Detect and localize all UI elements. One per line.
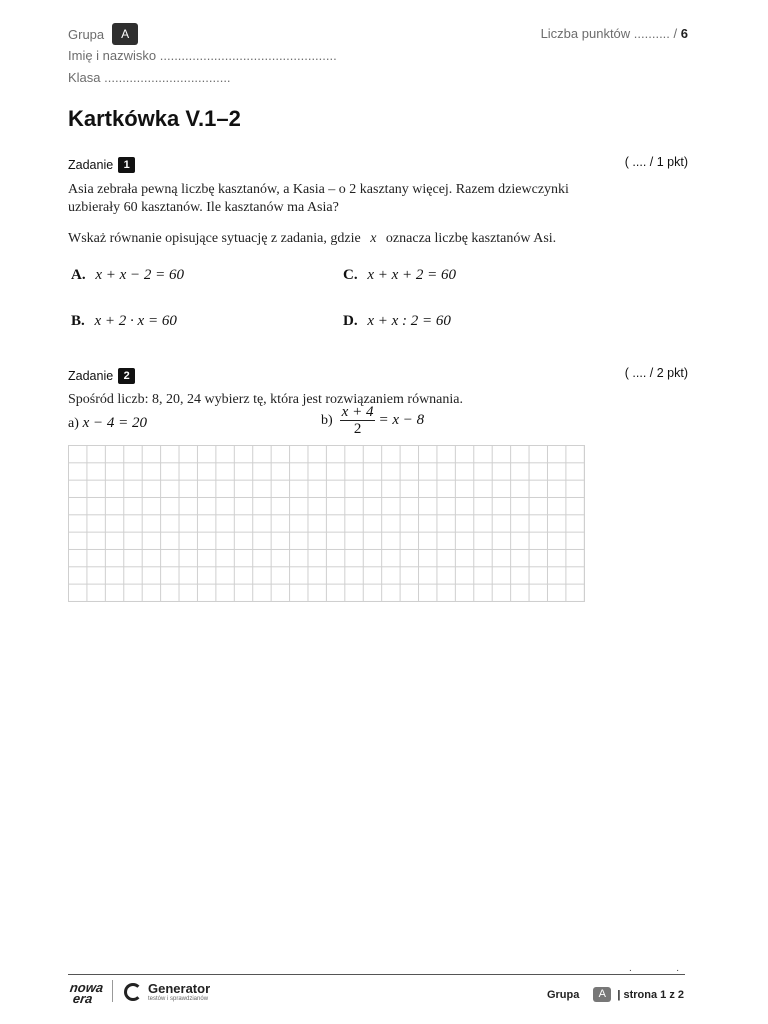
footer-dots: . .: [629, 963, 680, 974]
generator-subtitle: testów i sprawdzianów: [148, 996, 209, 1002]
task2-label: Zadanie: [68, 369, 114, 383]
equation-b-fraction: [340, 404, 376, 437]
option-c-letter: C.: [343, 267, 358, 283]
logo-bottom: era: [71, 991, 94, 1006]
task2-header: [68, 368, 135, 384]
footer-page-info: [547, 987, 684, 1002]
generator-icon: [124, 983, 142, 1001]
equation-b-rhs: = x − 8: [378, 412, 425, 428]
task2-number: 2: [118, 368, 135, 384]
option-b[interactable]: [71, 313, 177, 330]
task1-points: ( .... / 1 pkt): [624, 155, 688, 169]
option-c-expr: x + x + 2 = 60: [367, 267, 457, 283]
logo-separator: [112, 980, 113, 1002]
option-a-letter: A.: [71, 267, 86, 283]
task1-text-line2: uzbierały 60 kasztanów. Ile kasztanów ma Asia?: [68, 200, 339, 215]
points-label: Liczba punktów .......... /: [540, 26, 678, 41]
logo-top: nowa: [68, 980, 105, 995]
task1-text: [68, 181, 688, 217]
option-d-expr: x + x : 2 = 60: [367, 313, 451, 329]
page-title: Kartkówka V.1–2: [68, 106, 241, 131]
equation-b: [321, 404, 424, 437]
equation-a-label: a): [68, 416, 79, 431]
option-c[interactable]: [343, 267, 456, 284]
footer-page-number: | strona 1 z 2: [617, 988, 684, 1001]
task1-text-line1: Asia zebrała pewną liczbę kasztanów, a Kasia – o 2 kasztany więcej. Razem dziewczynki: [68, 182, 569, 197]
task1-number: 1: [118, 157, 135, 173]
option-b-expr: x + 2 · x = 60: [94, 313, 177, 329]
option-a-expr: x + x − 2 = 60: [95, 267, 185, 283]
group-label: Grupa: [68, 26, 105, 42]
task2-points: ( .... / 2 pkt): [624, 366, 688, 380]
equation-a: [68, 415, 147, 432]
task1-instruction-after: oznacza liczbę kasztanów Asi.: [385, 231, 557, 246]
group-field: [68, 23, 138, 45]
equation-b-numerator: x + 4: [341, 404, 374, 420]
task1-label: Zadanie: [68, 158, 114, 172]
generator-logo: [124, 981, 210, 1002]
footer-divider: [68, 974, 685, 975]
option-d-letter: D.: [343, 313, 358, 329]
points-max: 6: [680, 26, 688, 41]
class-field: Klasa ...................................: [68, 70, 231, 85]
footer-group-label: Grupa: [546, 988, 580, 1001]
name-field: Imię i nazwisko .................................................: [68, 48, 337, 63]
option-d[interactable]: [343, 313, 451, 330]
task1-header: [68, 157, 135, 173]
option-b-letter: B.: [71, 313, 85, 329]
group-badge: A: [112, 23, 138, 45]
equation-b-label: b): [321, 412, 333, 428]
footer-group-badge: A: [593, 987, 611, 1002]
task1-instruction-before: Wskaż równanie opisujące sytuację z zadania, gdzie: [68, 231, 361, 246]
task1-instruction-var: x: [370, 231, 377, 246]
task2-text: Spośród liczb: 8, 20, 24 wybierz tę, która jest rozwiązaniem równania.: [68, 392, 463, 407]
points-field: [541, 26, 688, 41]
answer-grid[interactable]: [68, 445, 585, 602]
option-a[interactable]: [71, 267, 184, 284]
generator-title: Generator: [148, 981, 211, 996]
equation-b-denominator: 2: [353, 421, 362, 437]
equation-a-expr: x − 4 = 20: [82, 415, 148, 431]
task1-instruction: [68, 230, 688, 248]
nowa-era-logo: [70, 982, 103, 1004]
